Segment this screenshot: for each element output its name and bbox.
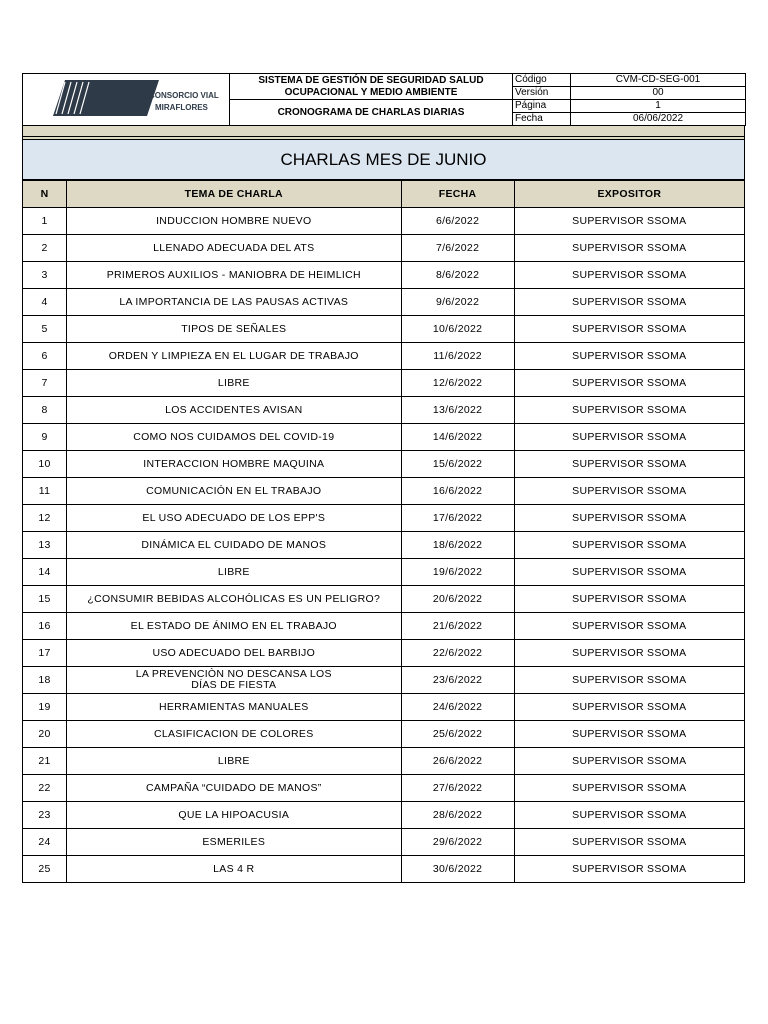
table-row: [23, 505, 745, 532]
field-label-codigo: Código: [513, 74, 571, 87]
row-presenter: SUPERVISOR SSOMA: [514, 829, 744, 856]
row-number: 13: [23, 532, 67, 559]
company-logo-cell: [23, 74, 230, 126]
row-number: 5: [23, 316, 67, 343]
column-header-n: N: [23, 181, 67, 208]
row-date: 28/6/2022: [401, 802, 514, 829]
row-presenter: SUPERVISOR SSOMA: [514, 856, 744, 883]
table-row: [23, 775, 745, 802]
row-number: 4: [23, 289, 67, 316]
row-topic-line1: LA PREVENCIÒN NO DESCANSA LOS: [135, 668, 332, 680]
row-presenter: SUPERVISOR SSOMA: [514, 451, 744, 478]
row-date: 19/6/2022: [401, 559, 514, 586]
system-title: SISTEMA DE GESTIÓN DE SEGURIDAD SALUD OCUPACIONAL Y MEDIO AMBIENTE: [230, 74, 513, 100]
row-topic: LAS 4 R: [67, 856, 401, 883]
row-date: 17/6/2022: [401, 505, 514, 532]
row-topic: HERRAMIENTAS MANUALES: [67, 694, 401, 721]
row-date: 30/6/2022: [401, 856, 514, 883]
table-row: [23, 478, 745, 505]
table-row: [23, 397, 745, 424]
row-presenter: SUPERVISOR SSOMA: [514, 721, 744, 748]
logo-text-line2: MIRAFLORES: [155, 102, 208, 112]
document-header: [22, 73, 746, 126]
logo-text-line1: CONSORCIO VIAL: [149, 90, 219, 100]
company-logo: [51, 78, 219, 118]
field-value-pagina: 1: [571, 100, 746, 113]
row-date: 25/6/2022: [401, 721, 514, 748]
row-presenter: SUPERVISOR SSOMA: [514, 262, 744, 289]
row-presenter: SUPERVISOR SSOMA: [514, 694, 744, 721]
column-header-expositor: EXPOSITOR: [514, 181, 744, 208]
row-date: 24/6/2022: [401, 694, 514, 721]
row-topic: LIBRE: [67, 748, 401, 775]
row-presenter: SUPERVISOR SSOMA: [514, 370, 744, 397]
table-row: [23, 316, 745, 343]
row-number: 22: [23, 775, 67, 802]
row-topic: [67, 667, 401, 694]
row-date: 29/6/2022: [401, 829, 514, 856]
month-title: CHARLAS MES DE JUNIO: [22, 140, 745, 180]
row-date: 20/6/2022: [401, 586, 514, 613]
schedule-table: [22, 180, 745, 883]
row-topic: EL ESTADO DE ÁNIMO EN EL TRABAJO: [67, 613, 401, 640]
row-presenter: SUPERVISOR SSOMA: [514, 397, 744, 424]
row-topic: ESMERILES: [67, 829, 401, 856]
row-date: 7/6/2022: [401, 235, 514, 262]
table-header-row: [23, 181, 745, 208]
row-number: 16: [23, 613, 67, 640]
row-date: 11/6/2022: [401, 343, 514, 370]
table-row: [23, 802, 745, 829]
row-date: 14/6/2022: [401, 424, 514, 451]
table-row: [23, 559, 745, 586]
row-presenter: SUPERVISOR SSOMA: [514, 289, 744, 316]
row-presenter: SUPERVISOR SSOMA: [514, 586, 744, 613]
table-row: [23, 262, 745, 289]
table-row: [23, 613, 745, 640]
field-label-pagina: Página: [513, 100, 571, 113]
row-presenter: SUPERVISOR SSOMA: [514, 640, 744, 667]
row-date: 27/6/2022: [401, 775, 514, 802]
row-presenter: SUPERVISOR SSOMA: [514, 775, 744, 802]
row-date: 13/6/2022: [401, 397, 514, 424]
row-number: 11: [23, 478, 67, 505]
row-presenter: SUPERVISOR SSOMA: [514, 748, 744, 775]
row-topic: TIPOS DE SEÑALES: [67, 316, 401, 343]
row-number: 23: [23, 802, 67, 829]
column-header-fecha: FECHA: [401, 181, 514, 208]
row-topic: USO ADECUADO DEL BARBIJO: [67, 640, 401, 667]
row-topic: COMUNICACIÓN EN EL TRABAJO: [67, 478, 401, 505]
row-topic: COMO NOS CUIDAMOS DEL COVID-19: [67, 424, 401, 451]
row-topic: LOS ACCIDENTES AVISAN: [67, 397, 401, 424]
row-number: 2: [23, 235, 67, 262]
row-number: 7: [23, 370, 67, 397]
row-date: 21/6/2022: [401, 613, 514, 640]
row-presenter: SUPERVISOR SSOMA: [514, 667, 744, 694]
row-topic-line2: DÍAS DE FIESTA: [191, 679, 277, 691]
row-number: 19: [23, 694, 67, 721]
row-number: 17: [23, 640, 67, 667]
row-number: 25: [23, 856, 67, 883]
row-number: 14: [23, 559, 67, 586]
field-label-fecha: Fecha: [513, 113, 571, 126]
row-presenter: SUPERVISOR SSOMA: [514, 316, 744, 343]
row-date: 22/6/2022: [401, 640, 514, 667]
table-row: [23, 829, 745, 856]
field-value-fecha: 06/06/2022: [571, 113, 746, 126]
row-topic: LA IMPORTANCIA DE LAS PAUSAS ACTIVAS: [67, 289, 401, 316]
row-topic: LIBRE: [67, 559, 401, 586]
table-row: [23, 451, 745, 478]
table-row: [23, 289, 745, 316]
table-row: [23, 694, 745, 721]
row-date: 10/6/2022: [401, 316, 514, 343]
row-topic: ¿CONSUMIR BEBIDAS ALCOHÓLICAS ES UN PELIGRO?: [67, 586, 401, 613]
row-topic: CAMPAÑA “CUIDADO DE MANOS”: [67, 775, 401, 802]
row-number: 24: [23, 829, 67, 856]
row-date: 8/6/2022: [401, 262, 514, 289]
row-number: 15: [23, 586, 67, 613]
row-presenter: SUPERVISOR SSOMA: [514, 559, 744, 586]
row-topic: CLASIFICACION DE COLORES: [67, 721, 401, 748]
row-number: 18: [23, 667, 67, 694]
row-number: 9: [23, 424, 67, 451]
table-row: [23, 370, 745, 397]
table-row: [23, 640, 745, 667]
row-number: 10: [23, 451, 67, 478]
row-topic: EL USO ADECUADO DE LOS EPP'S: [67, 505, 401, 532]
table-row: [23, 235, 745, 262]
row-date: 26/6/2022: [401, 748, 514, 775]
row-topic: INTERACCION HOMBRE MAQUINA: [67, 451, 401, 478]
row-number: 20: [23, 721, 67, 748]
table-row: [23, 424, 745, 451]
row-topic: INDUCCION HOMBRE NUEVO: [67, 208, 401, 235]
row-number: 3: [23, 262, 67, 289]
row-date: 23/6/2022: [401, 667, 514, 694]
row-presenter: SUPERVISOR SSOMA: [514, 478, 744, 505]
row-topic: LIBRE: [67, 370, 401, 397]
row-presenter: SUPERVISOR SSOMA: [514, 532, 744, 559]
table-row: [23, 721, 745, 748]
field-value-version: 00: [571, 87, 746, 100]
document-title: CRONOGRAMA DE CHARLAS DIARIAS: [230, 100, 513, 126]
table-row: [23, 748, 745, 775]
row-date: 12/6/2022: [401, 370, 514, 397]
row-presenter: SUPERVISOR SSOMA: [514, 802, 744, 829]
row-date: 6/6/2022: [401, 208, 514, 235]
table-row: [23, 586, 745, 613]
row-date: 18/6/2022: [401, 532, 514, 559]
document-sheet: [22, 73, 745, 883]
row-date: 16/6/2022: [401, 478, 514, 505]
table-row: [23, 532, 745, 559]
field-label-version: Versión: [513, 87, 571, 100]
table-row: [23, 208, 745, 235]
row-presenter: SUPERVISOR SSOMA: [514, 208, 744, 235]
row-number: 6: [23, 343, 67, 370]
table-row: [23, 856, 745, 883]
row-presenter: SUPERVISOR SSOMA: [514, 505, 744, 532]
row-date: 9/6/2022: [401, 289, 514, 316]
table-row: [23, 343, 745, 370]
row-number: 21: [23, 748, 67, 775]
row-presenter: SUPERVISOR SSOMA: [514, 424, 744, 451]
table-row: [23, 667, 745, 694]
field-value-codigo: CVM-CD-SEG-001: [571, 74, 746, 87]
schedule-rows: [23, 208, 745, 883]
row-presenter: SUPERVISOR SSOMA: [514, 235, 744, 262]
row-number: 12: [23, 505, 67, 532]
row-presenter: SUPERVISOR SSOMA: [514, 613, 744, 640]
row-topic: ORDEN Y LIMPIEZA EN EL LUGAR DE TRABAJO: [67, 343, 401, 370]
row-number: 1: [23, 208, 67, 235]
row-topic: LLENADO ADECUADA DEL ATS: [67, 235, 401, 262]
row-topic: DINÁMICA EL CUIDADO DE MANOS: [67, 532, 401, 559]
row-number: 8: [23, 397, 67, 424]
row-date: 15/6/2022: [401, 451, 514, 478]
row-topic: QUE LA HIPOACUSIA: [67, 802, 401, 829]
column-header-tema: TEMA DE CHARLA: [67, 181, 401, 208]
row-topic: PRIMEROS AUXILIOS - MANIOBRA DE HEIMLICH: [67, 262, 401, 289]
spacer-band: [22, 126, 745, 137]
row-presenter: SUPERVISOR SSOMA: [514, 343, 744, 370]
